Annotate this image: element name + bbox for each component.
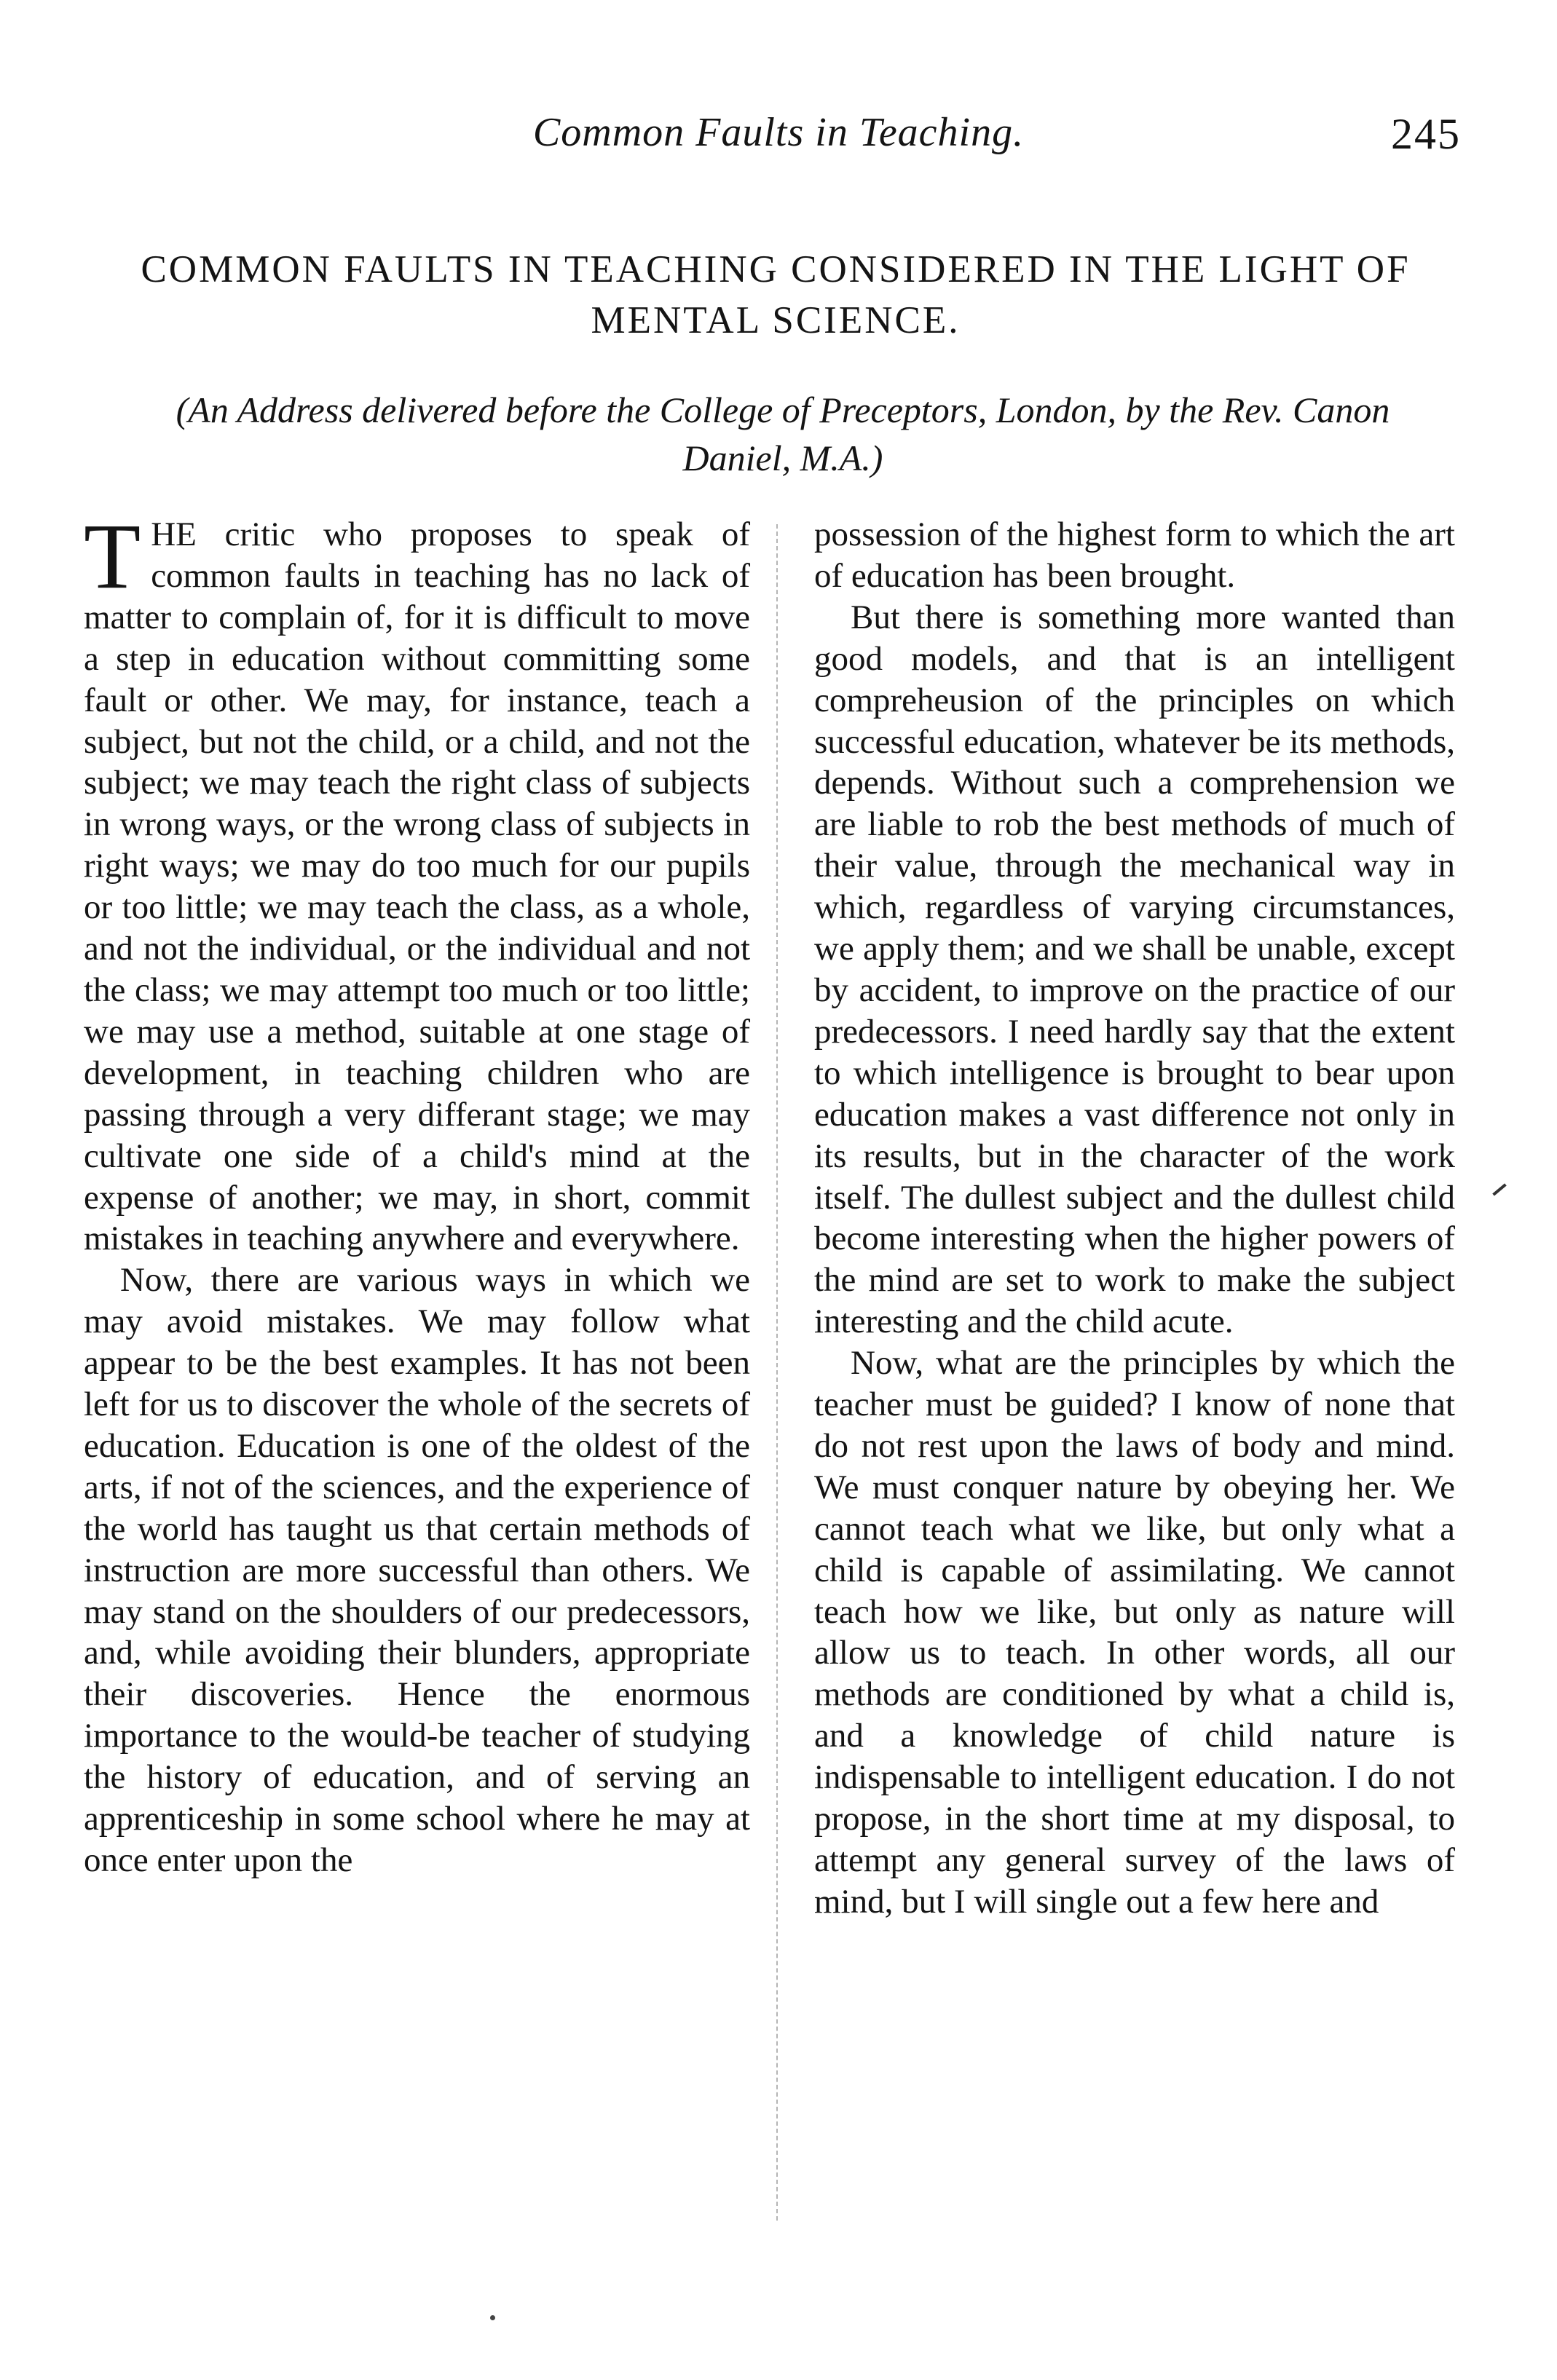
paragraph: Now, what are the principles by which the teacher must be guided? I know of none that do not rest upon the laws of body and mind. We must conquer nature by obeying her. We cannot teach what we like, but only what a child is capable of assimilating. We cannot teach how we like, but only as nature will allow us to teach. In other words, all our methods are conditioned by what a child is, and a knowledge of child nature is indispensable to intelligent education. I do not propose, in the short time at my disposal, to attempt any general survey of the laws of mind, but I will single out a few here and: [814, 1344, 1455, 1921]
paragraph: Now, there are various ways in which we may avoid mistakes. We may follow what appear to be the best examples. It has not been left for us to discover the whole of the secrets of education. Education is one of the oldest of the arts, if not of the sciences, and the experience of the world has taught us that certain methods of instruction are more successful than others. We may stand on the shoulders of our predecessors, and, while avoiding their blunders, appropriate their discoveries. Hence the enormous importance to the would-be teacher of studying the history of education, and of serving an apprenticeship in some school where he may at once enter upon the: [84, 1261, 750, 1879]
page-number: 245: [1391, 110, 1461, 158]
running-title: Common Faults in Teaching.: [532, 110, 1025, 155]
right-column: [814, 514, 1455, 1923]
margin-tick-mark: [1492, 1183, 1506, 1195]
paragraph: But there is something more wanted than good models, and that is an intelligent compreheusion of the principles on which successful education, whatever be its methods, depends. Without such a comprehension we are liable to rob the best methods of much of their value, through the mechanical way in which, regardless of varying circumstances, we apply them; and we shall be unable, except by accident, to improve on the practice of our predecessors. I need hardly say that the extent to which intelligence is brought to bear upon education makes a vast difference not only in its results, but in the character of the work itself. The dullest subject and the dullest child become interesting when the higher powers of the mind are set to work to make the subject interesting and the child acute.: [814, 598, 1455, 1341]
paragraph: possession of the highest form to which the art of education has been brought.: [814, 515, 1455, 595]
column-divider: [776, 524, 778, 2221]
article-byline: (An Address delivered before the College of Preceptors, London, by the Rev. Canon Daniel, M.A.): [176, 390, 1390, 478]
article-title: COMMON FAULTS IN TEACHING CONSIDERED IN THE LIGHT OF MENTAL SCIENCE.: [141, 248, 1411, 341]
footer-dot: [490, 2315, 495, 2320]
paragraph: HE critic who proposes to speak of common faults in teaching has no lack of matter to complain of, for it is difficult to move a step in education without committing some fault or other. We may, for instance, teach a subject, but not the child, or a child, and not the subject; we may teach the right class of subjects in wrong ways, or the wrong class of subjects in right ways; we may do too much for our pupils or too little; we may teach the class, as a whole, and not the individual, or the individual and not the class; we may attempt too much or too little; we may use a method, suitable at one stage of development, in teaching children who are passing through a very differant stage; we may cultivate one side of a child's mind at the expense of another; we may, in short, commit mistakes in teaching anywhere and everywhere.: [84, 515, 750, 1258]
left-column: [84, 505, 750, 1881]
drop-cap: T: [84, 505, 141, 608]
